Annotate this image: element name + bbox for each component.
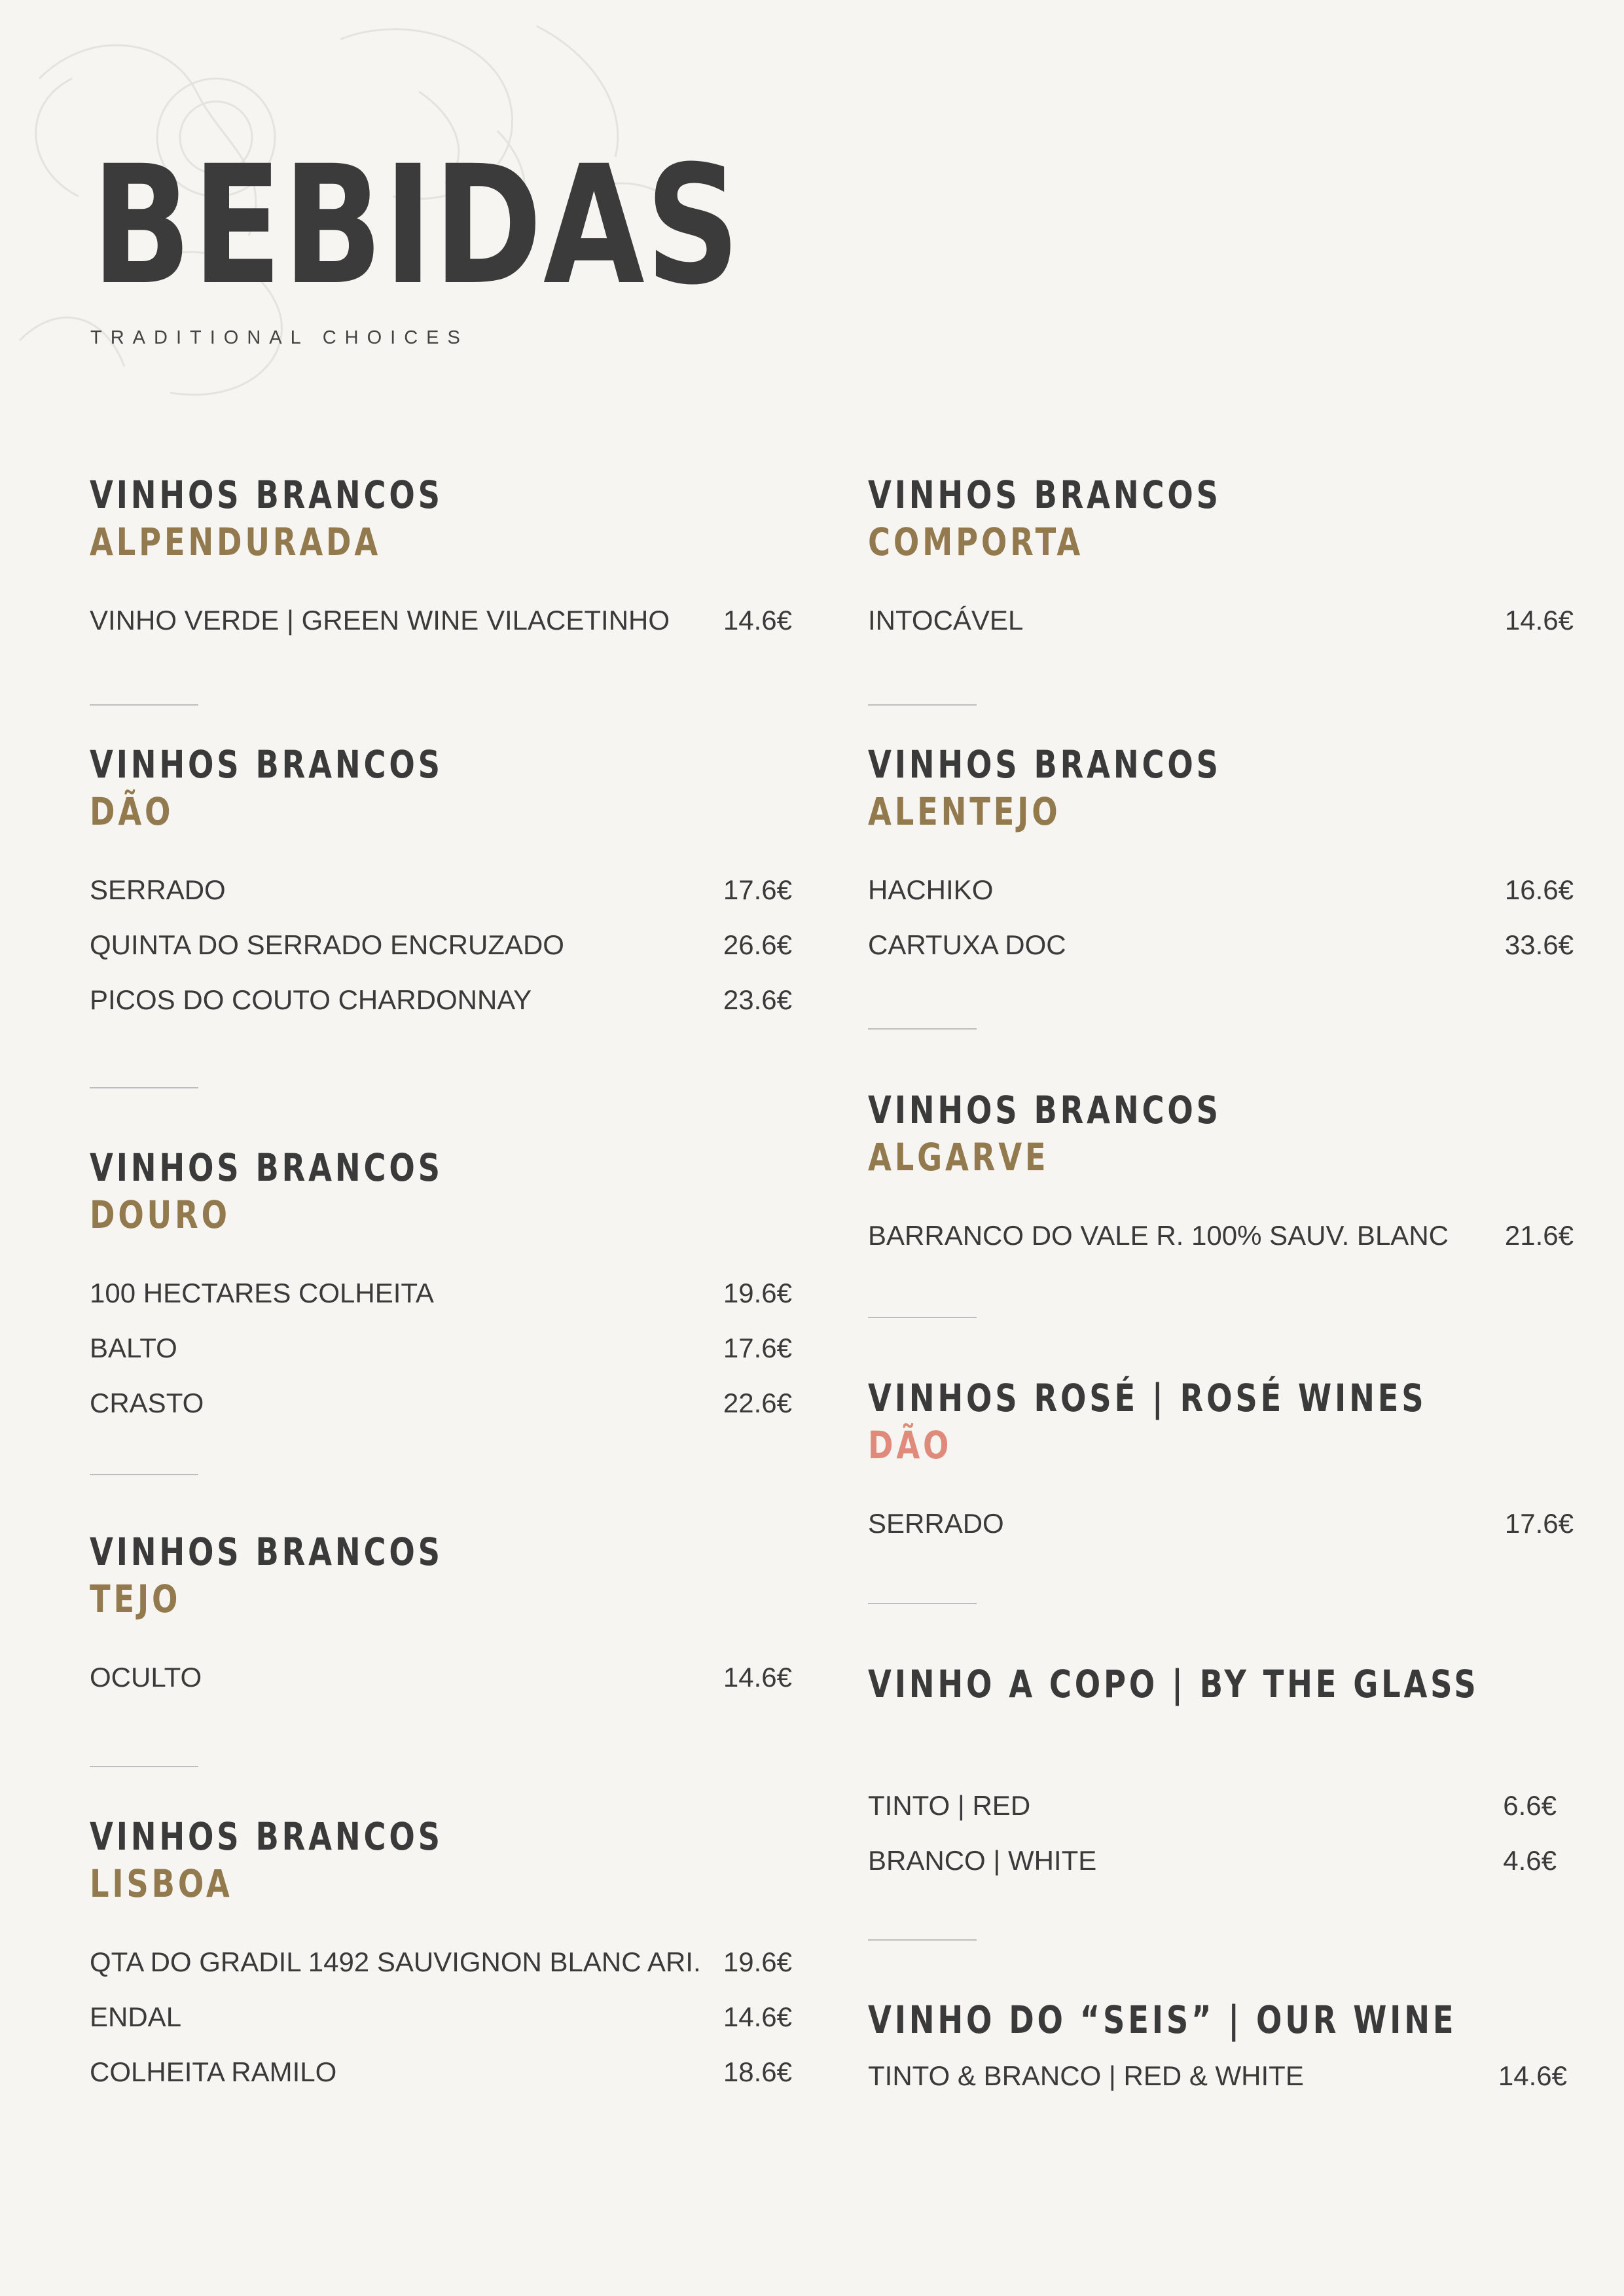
section-region: DÃO [90, 789, 174, 834]
item-name: QTA DO GRADIL 1492 SAUVIGNON BLANC ARI. [90, 1946, 701, 1977]
section-rose-dao [868, 1374, 1574, 1551]
divider [90, 704, 198, 706]
menu-item [90, 1321, 792, 1376]
section-by-the-glass [868, 1660, 1574, 1888]
item-price: 22.6€ [723, 1388, 792, 1418]
section-region: ALPENDURADA [90, 520, 382, 564]
item-name: SERRADO [90, 874, 226, 905]
page-title: BEBIDAS [92, 130, 741, 321]
item-name: VINHO VERDE | GREEN WINE VILACETINHO [90, 605, 670, 636]
item-price: 14.6€ [723, 1662, 792, 1693]
section-heading: VINHOS BRANCOS [90, 1530, 443, 1574]
section-heading: VINHOS BRANCOS [868, 473, 1221, 517]
item-name: PICOS DO COUTO CHARDONNAY [90, 984, 532, 1015]
section-heading: VINHO A COPO | BY THE GLASS [868, 1662, 1479, 1706]
menu-item [90, 1266, 792, 1321]
item-name: TINTO & BRANCO | RED & WHITE [868, 2060, 1304, 2091]
section-region: COMPORTA [868, 520, 1084, 564]
menu-item [90, 1376, 792, 1431]
menu-item [90, 1650, 792, 1705]
menu-item [868, 593, 1574, 648]
item-name: TINTO | RED [868, 1790, 1031, 1821]
section-comporta [868, 471, 1574, 648]
item-name: BALTO [90, 1333, 177, 1363]
item-name: COLHEITA RAMILO [90, 2056, 337, 2087]
item-price: 4.6€ [1503, 1845, 1557, 1876]
menu-item [868, 863, 1574, 918]
menu-item [868, 1208, 1574, 1263]
divider [90, 1766, 198, 1767]
menu-item [90, 973, 792, 1028]
menu-item [90, 918, 792, 973]
divider [868, 1939, 977, 1941]
section-heading: VINHOS ROSÉ | ROSÉ WINES [868, 1376, 1427, 1420]
item-name: HACHIKO [868, 874, 994, 905]
section-heading: VINHOS BRANCOS [868, 742, 1221, 787]
section-heading: VINHOS BRANCOS [90, 1145, 443, 1190]
item-name: QUINTA DO SERRADO ENCRUZADO [90, 929, 564, 960]
item-price: 26.6€ [723, 929, 792, 960]
menu-item [90, 1935, 792, 1990]
item-name: SERRADO [868, 1508, 1004, 1539]
item-price: 18.6€ [723, 2056, 792, 2087]
menu-item [90, 863, 792, 918]
section-heading: VINHOS BRANCOS [90, 742, 443, 787]
item-price: 14.6€ [1504, 605, 1574, 636]
divider [90, 1474, 198, 1475]
section-lisboa [90, 1813, 792, 2100]
item-name: 100 HECTARES COLHEITA [90, 1278, 434, 1308]
section-alentejo [868, 741, 1574, 973]
menu-item [90, 2045, 792, 2100]
section-region: ALENTEJO [868, 789, 1061, 834]
section-heading: VINHOS BRANCOS [90, 1814, 443, 1859]
divider [868, 1028, 977, 1030]
menu-item [90, 593, 792, 648]
menu-item [868, 1833, 1557, 1888]
menu-item [868, 1778, 1557, 1833]
section-heading: VINHO DO “SEIS” | OUR WINE [868, 1998, 1457, 2042]
divider [868, 704, 977, 706]
section-dao [90, 741, 792, 1028]
section-tejo [90, 1528, 792, 1705]
divider [868, 1603, 977, 1604]
divider [868, 1317, 977, 1318]
item-name: BRANCO | WHITE [868, 1845, 1097, 1876]
item-price: 14.6€ [723, 2001, 792, 2032]
item-name: ENDAL [90, 2001, 182, 2032]
item-price: 14.6€ [1498, 2060, 1567, 2091]
item-price: 17.6€ [723, 1333, 792, 1363]
section-heading: VINHOS BRANCOS [868, 1088, 1221, 1132]
item-price: 14.6€ [723, 605, 792, 636]
section-our-wine [868, 1996, 1574, 2104]
item-price: 17.6€ [1504, 1508, 1574, 1539]
section-region: LISBOA [90, 1861, 233, 1906]
item-price: 6.6€ [1503, 1790, 1557, 1821]
item-name: OCULTO [90, 1662, 202, 1693]
item-name: CRASTO [90, 1388, 204, 1418]
item-price: 19.6€ [723, 1278, 792, 1308]
item-name: BARRANCO DO VALE R. 100% SAUV. BLANC [868, 1220, 1449, 1251]
item-price: 17.6€ [723, 874, 792, 905]
menu-item [868, 1496, 1574, 1551]
section-heading: VINHOS BRANCOS [90, 473, 443, 517]
section-douro [90, 1144, 792, 1431]
section-algarve [868, 1086, 1574, 1263]
item-name: INTOCÁVEL [868, 605, 1024, 636]
item-price: 33.6€ [1504, 929, 1574, 960]
menu-item [868, 2049, 1567, 2104]
section-region: TEJO [90, 1577, 181, 1621]
menu-item [868, 918, 1574, 973]
section-region: ALGARVE [868, 1135, 1049, 1179]
divider [90, 1087, 198, 1088]
item-name: CARTUXA DOC [868, 929, 1066, 960]
section-alpendurada [90, 471, 792, 648]
menu-item [90, 1990, 792, 2045]
section-region: DOURO [90, 1193, 230, 1237]
item-price: 19.6€ [723, 1946, 792, 1977]
item-price: 21.6€ [1504, 1220, 1574, 1251]
page-subtitle: TRADITIONAL CHOICES [90, 327, 469, 348]
item-price: 16.6€ [1504, 874, 1574, 905]
item-price: 23.6€ [723, 984, 792, 1015]
section-region: DÃO [868, 1423, 952, 1467]
